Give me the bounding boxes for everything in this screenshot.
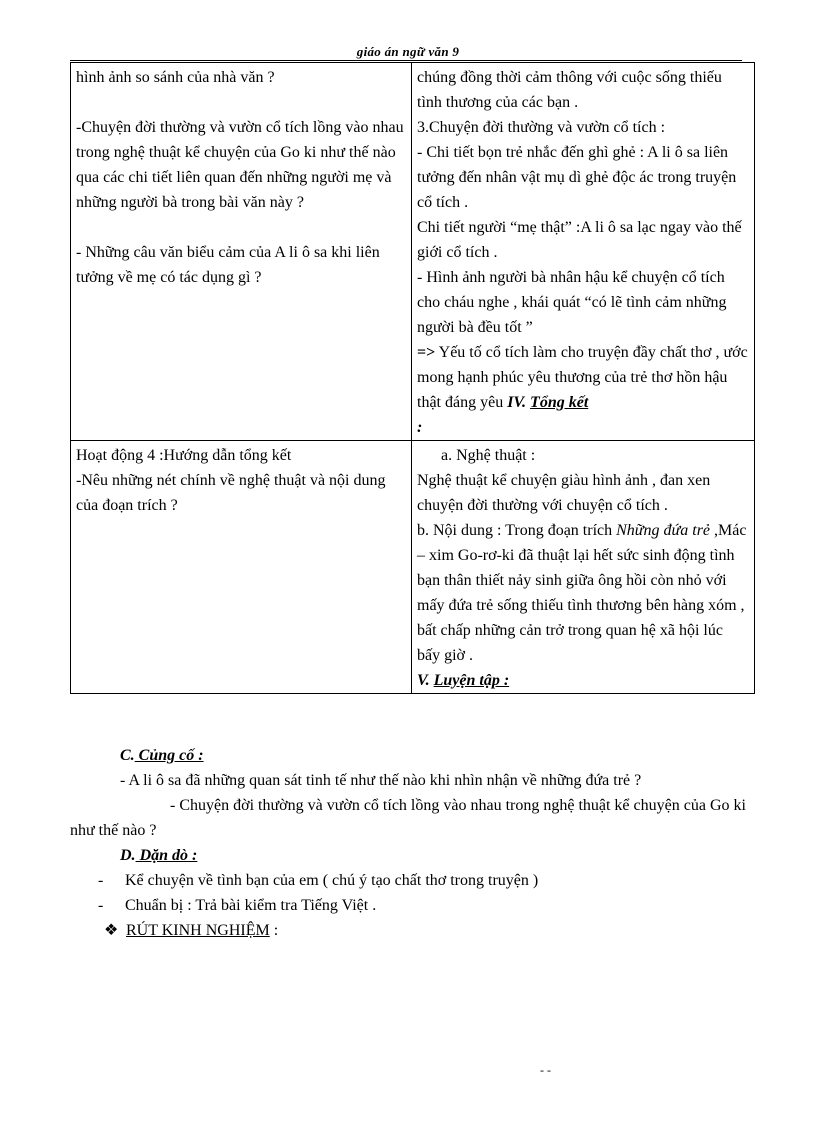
list-item <box>70 868 750 893</box>
content-line: chúng đồng thời cảm thông với cuộc sống thiếu tình thương của các bạn . <box>417 69 722 111</box>
arrow-marker: => <box>417 344 436 361</box>
header-rule <box>70 60 742 61</box>
review-question: - A li ô sa đã những quan sát tinh tế như thế nào khi nhìn nhận về những đứa trẻ ? <box>120 772 642 789</box>
work-title: Những đứa trẻ <box>616 522 711 539</box>
cungco-heading-text: Củng cố : <box>134 747 204 764</box>
table-row <box>71 441 755 694</box>
rut-colon: : <box>269 922 279 939</box>
dash-bullet: - <box>98 872 104 889</box>
question-line: hình ảnh so sánh của nhà văn ? <box>76 69 275 86</box>
section-number: IV. <box>507 394 527 411</box>
blank-line <box>76 215 406 240</box>
dando-label: D. <box>120 847 136 864</box>
content-cell <box>412 63 755 441</box>
art-heading: a. Nghệ thuật : <box>441 447 536 464</box>
content-line: - Hình ảnh người bà nhân hậu kể chuyện cổ tích cho cháu nghe , khái quát “có lẽ tình cảm những người bà đều tốt ” <box>417 269 727 336</box>
cungco-heading <box>70 743 750 768</box>
content-cell <box>412 441 755 694</box>
content-line: - Chi tiết bọn trẻ nhắc đến ghì ghẻ : A li ô sa liên tưởng đến nhân vật mụ dì ghẻ độc ác trong truyện cổ tích . <box>417 144 737 211</box>
page-footer-mark: - - <box>540 1063 551 1077</box>
dando-heading-text: Dặn dò : <box>135 847 198 864</box>
conclusion-text: Yếu tố cổ tích làm cho truyện đầy chất thơ , ước mong hạnh phúc yêu thương của trẻ thơ hồn hậu thật đáng yêu <box>417 344 748 411</box>
rut-heading: RÚT KINH NGHIỆM <box>126 922 270 939</box>
section-number: V. <box>417 672 430 689</box>
question-line: -Chuyện đời thường và vườn cổ tích lồng vào nhau trong nghệ thuật kể chuyện của Go ki như thế nào qua các chi tiết liên quan đến những người mẹ và những người bà trong bài văn này ? <box>76 119 404 211</box>
blank-line <box>76 90 406 115</box>
rut-kinh-nghiem <box>70 918 750 943</box>
dando-heading <box>70 843 750 868</box>
conclusion-paragraph <box>417 340 749 440</box>
review-question-text: - Chuyện đời thường và vườn cổ tích lồng vào nhau trong nghệ thuật kể chuyện của Go ki như thế nào ? <box>70 797 746 839</box>
review-question <box>70 793 750 843</box>
dash-bullet: - <box>98 897 104 914</box>
content-text: ,Mác – xim Go-rơ-ki đã thuật lại hết sức sinh động tình bạn thân thiết nảy sinh giữa ông hồi còn nhỏ với mấy đứa trẻ sống thiếu tình thương bên hàng xóm , bất chấp những cản trở trong quan hệ xã hội lúc bấy giờ . <box>417 522 747 664</box>
page-header: giáo án ngữ văn 9 <box>356 44 460 59</box>
section-heading: 3.Chuyện đời thường và vườn cổ tích : <box>417 119 666 136</box>
practice-heading <box>417 668 749 693</box>
question-line: -Nêu những nét chính về nghệ thuật và nội dung của đoạn trích ? <box>76 472 386 514</box>
content-line: Chi tiết người “mẹ thật” :A li ô sa lạc ngay vào thế giới cổ tích . <box>417 219 742 261</box>
practice-heading-text: Luyện tập : <box>433 672 510 689</box>
lesson-footer-section <box>70 743 750 943</box>
list-item-text: Chuẩn bị : Trả bài kiểm tra Tiếng Việt . <box>125 897 377 914</box>
activity-heading: Hoạt động 4 :Hướng dẫn tổng kết <box>76 447 292 464</box>
art-text: Nghệ thuật kể chuyện giàu hình ảnh , đan xen chuyện đời thường với chuyện cổ tích . <box>417 472 711 514</box>
summary-heading: Tổng kết <box>530 394 589 411</box>
table-row <box>71 63 755 441</box>
teacher-activity-cell <box>71 441 412 694</box>
cungco-label: C. <box>120 747 135 764</box>
teacher-activity-cell <box>71 63 412 441</box>
diamond-bullet-icon: ❖ <box>104 922 119 939</box>
list-item <box>70 893 750 918</box>
question-line: - Những câu văn biểu cảm của A li ô sa khi liên tưởng về mẹ có tác dụng gì ? <box>76 244 380 286</box>
content-prefix: b. Nội dung : Trong đoạn trích <box>417 522 617 539</box>
list-item-text: Kể chuyện về tình bạn của em ( chú ý tạo chất thơ trong truyện ) <box>125 872 539 889</box>
heading-colon: : <box>417 419 423 436</box>
lesson-table <box>70 62 755 694</box>
content-paragraph <box>417 518 749 668</box>
